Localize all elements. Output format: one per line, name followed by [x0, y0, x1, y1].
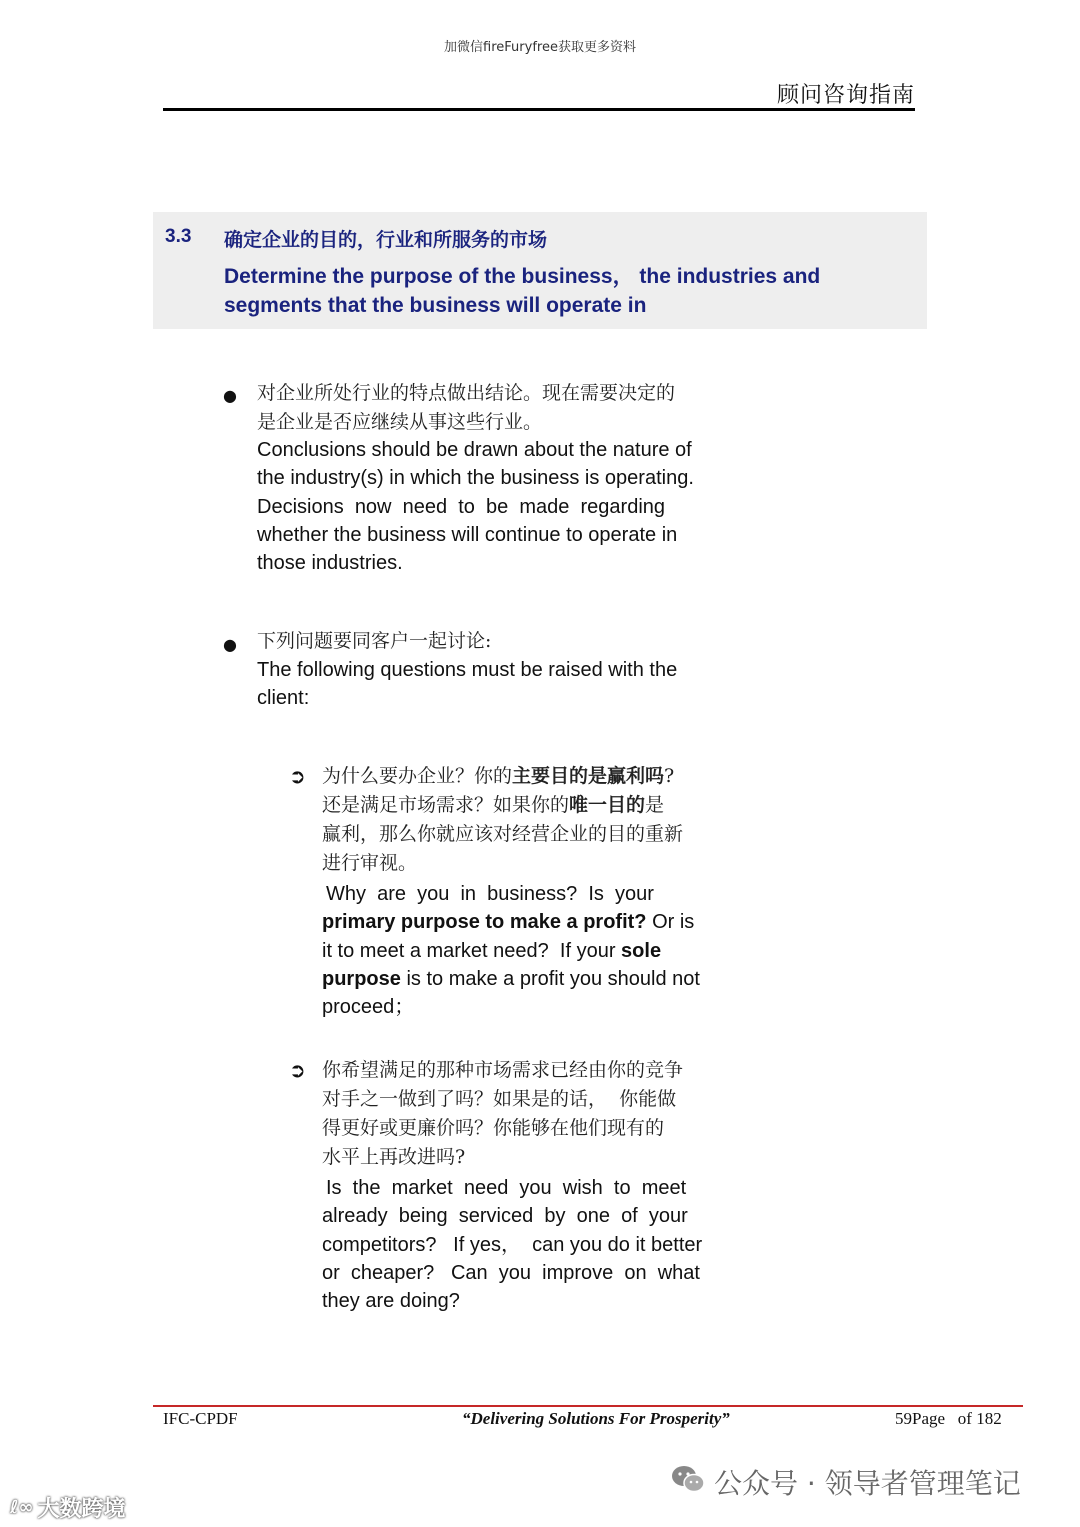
subpoint-1-en — [322, 880, 736, 1021]
page-total: of 182 — [957, 1409, 1002, 1428]
subpoint-2-zh-line2: 对手之一做到了吗？如果是的话， 你能做 — [322, 1088, 677, 1110]
subpoint-1-zh-line3: 赢利，那么你就应该对经营企业的目的重新 — [322, 823, 684, 845]
section-title-en-line1: Determine the purpose of the business， the industries and — [224, 265, 821, 288]
watermark-bottom-left — [10, 1492, 126, 1523]
bullet-icon: ● — [223, 386, 237, 405]
subpoint-1-en-line4: purpose is to make a profit you should not — [322, 967, 700, 990]
bullet-1-zh-line2: 是企业是否应继续从事这些行业。 — [257, 411, 543, 433]
bullet-1-en-line5: those industries. — [257, 552, 403, 575]
page-label: Page — [912, 1409, 946, 1428]
footer-slogan: “Delivering Solutions For Prosperity” — [462, 1409, 730, 1428]
subpoint-1-en-line2: primary purpose to make a profit? Or is — [322, 911, 695, 934]
subpoint-1-zh-line1: 为什么要办企业？你的主要目的是赢利吗? — [322, 765, 675, 787]
page-number: 59 — [895, 1409, 912, 1428]
watermark-top: 加微信fireFuryfree获取更多资料 — [444, 40, 636, 55]
header-rule — [163, 108, 915, 111]
subpoint-2-zh-line4: 水平上再改进吗? — [322, 1146, 466, 1168]
watermark-bottom-right-text: 公众号 · 领导者管理笔记 — [714, 1467, 1021, 1500]
section-number: 3.3 — [165, 226, 192, 247]
bullet-icon: ● — [223, 635, 237, 654]
subpoint-2-en-line5: they are doing? — [322, 1290, 460, 1313]
watermark-bottom-right — [670, 1462, 1021, 1502]
arrow-icon: ➲ — [289, 764, 306, 788]
bullet-1-zh — [257, 379, 737, 437]
subpoint-1-en-line1: Why are you in business? Is your — [326, 883, 654, 905]
bullet-2-en-line2: client: — [257, 687, 310, 710]
subpoint-2-en-line4: or cheaper? Can you improve on what — [322, 1261, 700, 1284]
footer-page — [895, 1409, 1002, 1429]
subpoint-2-zh — [322, 1056, 742, 1172]
subpoint-2-zh-line1: 你希望满足的那种市场需求已经由你的竞争 — [322, 1059, 684, 1081]
bullet-2-zh: 下列问题要同客户一起讨论: — [257, 630, 492, 652]
header-title: 顾问咨询指南 — [776, 83, 915, 108]
footer-org: IFC-CPDF — [163, 1409, 238, 1428]
subpoint-2-en — [322, 1174, 736, 1315]
section-title-en — [224, 262, 874, 320]
subpoint-1-en-line5: proceed； — [322, 996, 415, 1019]
subpoint-2-zh-line3: 得更好或更廉价吗？你能够在他们现有的 — [322, 1117, 665, 1139]
bullet-1-en-line3: Decisions now need to be made regarding — [257, 495, 666, 518]
bullet-1-en-line1: Conclusions should be drawn about the nature of — [257, 439, 692, 461]
subpoint-2-en-line3: competitors? If yes， can you do it better — [322, 1233, 703, 1256]
subpoint-1-zh-line2: 还是满足市场需求？如果你的唯一目的是 — [322, 794, 665, 816]
bullet-1-en-line4: whether the business will continue to operate in — [257, 523, 678, 546]
section-title-zh: 确定企业的目的，行业和所服务的市场 — [224, 229, 548, 251]
subpoint-2-en-line2: already being serviced by one of your — [322, 1205, 688, 1228]
bullet-1-en-line2: the industry(s) in which the business is operating. — [257, 467, 694, 490]
arrow-icon: ➲ — [289, 1058, 306, 1082]
bullet-1-en — [257, 436, 737, 577]
wechat-icon — [670, 1464, 706, 1501]
bullet-1-zh-line1: 对企业所处行业的特点做出结论。现在需要决定的 — [257, 382, 676, 404]
subpoint-1-zh — [322, 762, 742, 878]
subpoint-1-en-line3: it to meet a market need? If your sole — [322, 939, 662, 962]
bullet-2-en — [257, 656, 737, 713]
subpoint-1-zh-line4: 进行审视。 — [322, 852, 418, 874]
logo-icon: ℓ∞ — [10, 1497, 34, 1518]
watermark-bottom-left-text: 大数跨境 — [37, 1497, 126, 1522]
subpoint-2-en-line1: Is the market need you wish to meet — [326, 1177, 687, 1199]
footer-rule — [153, 1405, 1023, 1407]
section-title-en-line2: segments that the business will operate in — [224, 294, 647, 317]
bullet-2-en-line1: The following questions must be raised with the — [257, 659, 678, 681]
